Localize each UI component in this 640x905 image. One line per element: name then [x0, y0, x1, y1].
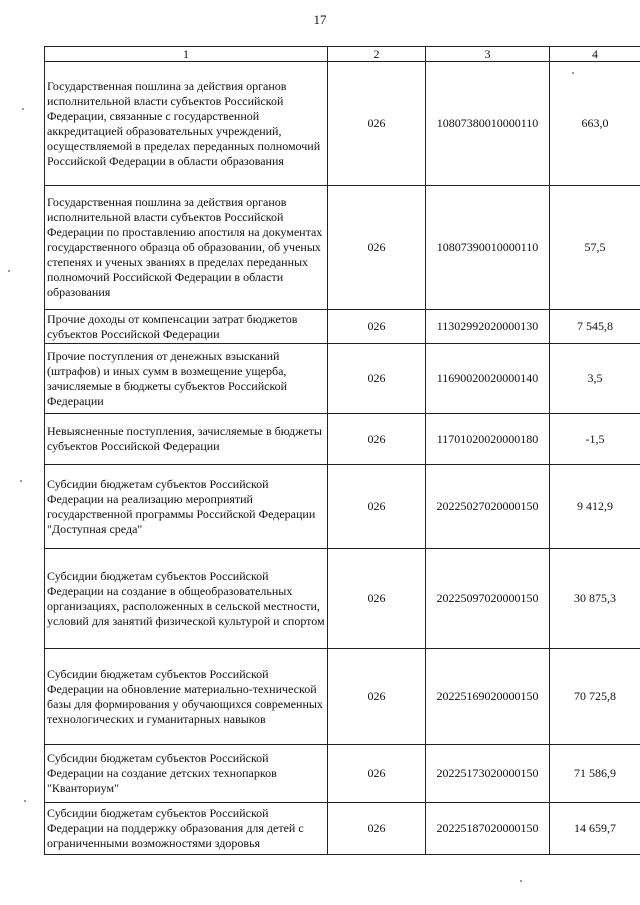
admin-code: 026 [328, 649, 426, 745]
table-row [45, 803, 640, 855]
admin-code: 026 [328, 344, 426, 414]
income-name: Субсидии бюджетам субъектов Российской Федерации на создание детских технопарков "Кванториум" [45, 745, 328, 803]
table-row [45, 465, 640, 549]
header-col-4: 4 [550, 47, 640, 62]
amount: -1,5 [550, 414, 640, 465]
admin-code: 026 [328, 549, 426, 649]
scan-speck [24, 800, 26, 802]
budget-classification-code: 11690020020000140 [426, 344, 550, 414]
budget-classification-code: 20225097020000150 [426, 549, 550, 649]
table-row [45, 414, 640, 465]
scan-speck [20, 480, 22, 482]
budget-classification-code: 20225187020000150 [426, 803, 550, 855]
admin-code: 026 [328, 803, 426, 855]
scan-speck [22, 108, 24, 110]
amount: 14 659,7 [550, 803, 640, 855]
scan-speck [572, 72, 574, 74]
table-body [45, 62, 640, 855]
income-name: Прочие доходы от компенсации затрат бюджетов субъектов Российской Федерации [45, 310, 328, 344]
income-name: Невыясненные поступления, зачисляемые в бюджеты субъектов Российской Федерации [45, 414, 328, 465]
admin-code: 026 [328, 414, 426, 465]
admin-code: 026 [328, 310, 426, 344]
budget-classification-code: 10807390010000110 [426, 186, 550, 310]
income-name: Государственная пошлина за действия органов исполнительной власти субъектов Российской Федерации по проставлению апостиля на документах государственного образца об образовании, об ученых степенях и ученых званиях в пределах переданных полномочий Российской Федерации в области образования [45, 186, 328, 310]
amount: 3,5 [550, 344, 640, 414]
revenue-table [44, 46, 640, 855]
header-col-3: 3 [426, 47, 550, 62]
scan-speck [8, 270, 10, 272]
amount: 663,0 [550, 62, 640, 186]
income-name: Государственная пошлина за действия органов исполнительной власти субъектов Российской Федерации, связанные с государственной аккредитацией образовательных учреждений, осуществляемой в пределах переданных полномочий Российской Федерации в области образования [45, 62, 328, 186]
header-col-2: 2 [328, 47, 426, 62]
amount: 71 586,9 [550, 745, 640, 803]
budget-classification-code: 20225027020000150 [426, 465, 550, 549]
page-number: 17 [313, 12, 327, 27]
admin-code: 026 [328, 465, 426, 549]
amount: 9 412,9 [550, 465, 640, 549]
table-row [45, 745, 640, 803]
income-name: Субсидии бюджетам субъектов Российской Федерации на реализацию мероприятий государственной программы Российской Федерации "Доступная среда" [45, 465, 328, 549]
budget-classification-code: 20225173020000150 [426, 745, 550, 803]
scan-speck [520, 880, 522, 882]
income-name: Субсидии бюджетам субъектов Российской Федерации на обновление материально-технической базы для формирования у обучающихся современных технологических и гуманитарных навыков [45, 649, 328, 745]
header-col-1: 1 [45, 47, 328, 62]
table-row [45, 344, 640, 414]
admin-code: 026 [328, 186, 426, 310]
amount: 7 545,8 [550, 310, 640, 344]
table-row [45, 186, 640, 310]
amount: 57,5 [550, 186, 640, 310]
table-row [45, 310, 640, 344]
budget-classification-code: 11302992020000130 [426, 310, 550, 344]
amount: 70 725,8 [550, 649, 640, 745]
header-row [45, 47, 640, 62]
budget-classification-code: 20225169020000150 [426, 649, 550, 745]
income-name: Субсидии бюджетам субъектов Российской Федерации на создание в общеобразовательных организациях, расположенных в сельской местности, условий для занятий физической культурой и спортом [45, 549, 328, 649]
table-row [45, 549, 640, 649]
income-name: Субсидии бюджетам субъектов Российской Федерации на поддержку образования для детей с ограниченными возможностями здоровья [45, 803, 328, 855]
admin-code: 026 [328, 62, 426, 186]
table-row [45, 649, 640, 745]
table-header [45, 47, 640, 62]
amount: 30 875,3 [550, 549, 640, 649]
income-name: Прочие поступления от денежных взысканий (штрафов) и иных сумм в возмещение ущерба, зачисляемые в бюджеты субъектов Российской Федерации [45, 344, 328, 414]
admin-code: 026 [328, 745, 426, 803]
table-row [45, 62, 640, 186]
budget-classification-code: 10807380010000110 [426, 62, 550, 186]
budget-classification-code: 11701020020000180 [426, 414, 550, 465]
